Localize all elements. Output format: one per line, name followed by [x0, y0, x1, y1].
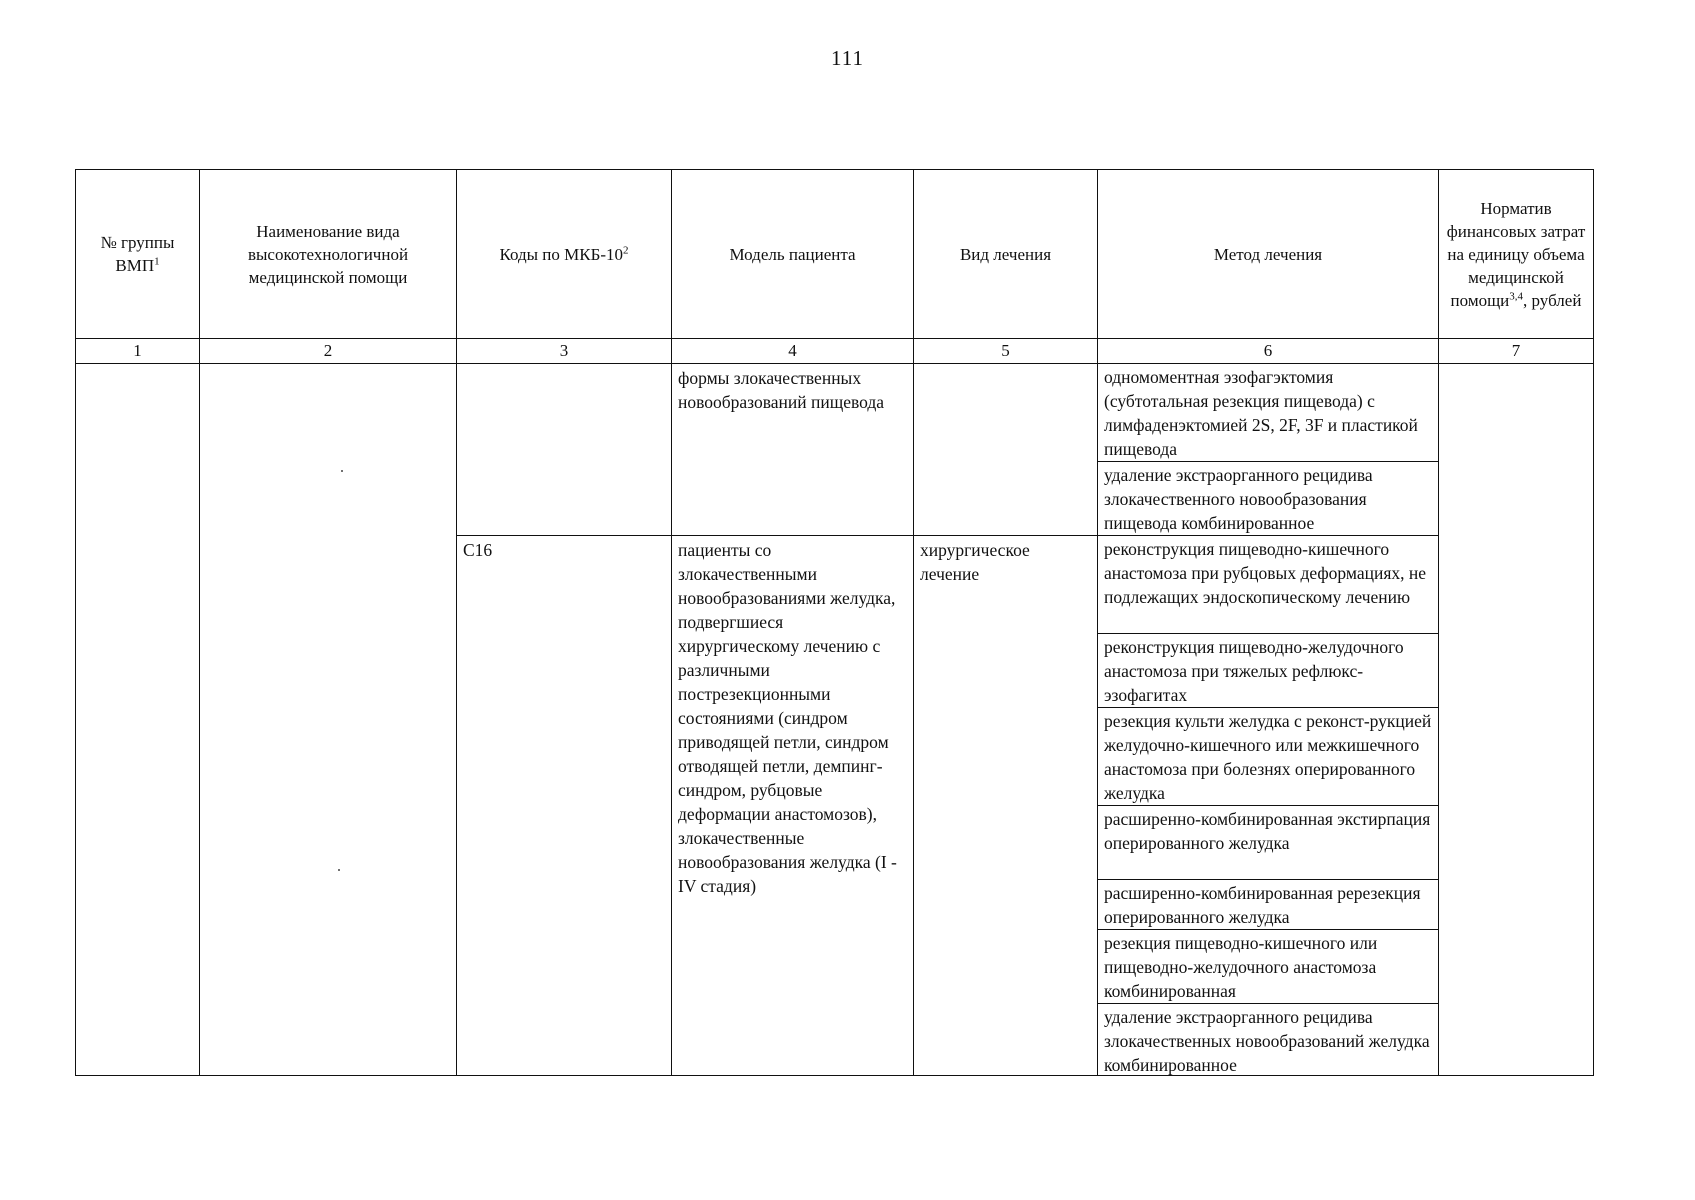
treatment-method-item: удаление экстраорганного рецидива злокачественных новообразований желудка комбинированное	[1104, 1007, 1430, 1075]
column-number: 7	[1439, 339, 1594, 364]
treatment-method-cell	[1098, 364, 1439, 536]
patient-model-cell: формы злокачественных новообразований пищевода	[672, 364, 914, 536]
header-patient-model: Модель пациента	[672, 170, 914, 339]
treatment-method-item: реконструкция пищеводно-кишечного анастомоза при рубцовых деформациях, не подлежащих эндоскопическому лечению	[1098, 536, 1438, 634]
icd-code-cell: C16	[457, 536, 672, 1076]
header-group-number: № группы ВМП$^1$	[76, 170, 200, 339]
treatment-method-item: расширенно-комбинированная ререзекция оперированного желудка	[1098, 880, 1438, 930]
column-number: 2	[200, 339, 457, 364]
header-row	[76, 170, 1594, 339]
treatment-method-item: резекция культи желудка с реконст-рукцией желудочно-кишечного или межкишечного анастомоза при болезнях оперированного желудка	[1098, 708, 1438, 806]
treatment-type-cell: хирургическое лечение	[914, 536, 1098, 1076]
header-care-type-name: Наименование вида высокотехнологичной медицинской помощи	[200, 170, 457, 339]
treatment-method-item: одномоментная эзофагэктомия (субтотальная резекция пищевода) с лимфаденэктомией 2S, 2F, 3F и пластикой пищевода	[1098, 364, 1438, 462]
treatment-method-item: резекция пищеводно-кишечного или пищеводно-желудочного анастомоза комбинированная	[1098, 930, 1438, 1004]
icd-code-cell	[457, 364, 672, 536]
header-treatment-method: Метод лечения	[1098, 170, 1439, 339]
column-number: 3	[457, 339, 672, 364]
treatment-method-item: реконструкция пищеводно-желудочного анастомоза при тяжелых рефлюкс-эзофагитах	[1098, 634, 1438, 708]
header-icd-codes: Коды по МКБ-$10^2$	[457, 170, 672, 339]
column-number-row	[76, 339, 1594, 364]
treatment-method-item: расширенно-комбинированная экстирпация оперированного желудка	[1098, 806, 1438, 880]
treatment-type-cell	[914, 364, 1098, 536]
cost-standard-cell	[1439, 364, 1594, 1076]
group-number-cell	[76, 364, 200, 1076]
patient-model-cell: пациенты со злокачественными новообразованиями желудка, подвергшиеся хирургическому лечению с различными пострезекционными состояниями (синдром приводящей петли, синдром отводящей петли, демпинг-синдром, рубцовые деформации анастомозов), злокачественные новообразования желудка (I - IV стадия)	[672, 536, 914, 1076]
treatment-method-item: удаление экстраорганного рецидива злокачественного новообразования пищевода комбинированное	[1104, 465, 1373, 533]
table-row	[76, 364, 1594, 536]
header-treatment-type: Вид лечения	[914, 170, 1098, 339]
care-type-name-cell	[200, 364, 457, 1076]
treatment-method-cell	[1098, 536, 1439, 1076]
page-number: 111	[831, 46, 864, 70]
header-cost-standard: Норматив финансовых затрат на единицу объема медицинской помощи$^{3,4}$, рублей	[1439, 170, 1594, 339]
medical-care-table	[75, 169, 1594, 1076]
column-number: 1	[76, 339, 200, 364]
column-number: 6	[1098, 339, 1439, 364]
column-number: 5	[914, 339, 1098, 364]
column-number: 4	[672, 339, 914, 364]
